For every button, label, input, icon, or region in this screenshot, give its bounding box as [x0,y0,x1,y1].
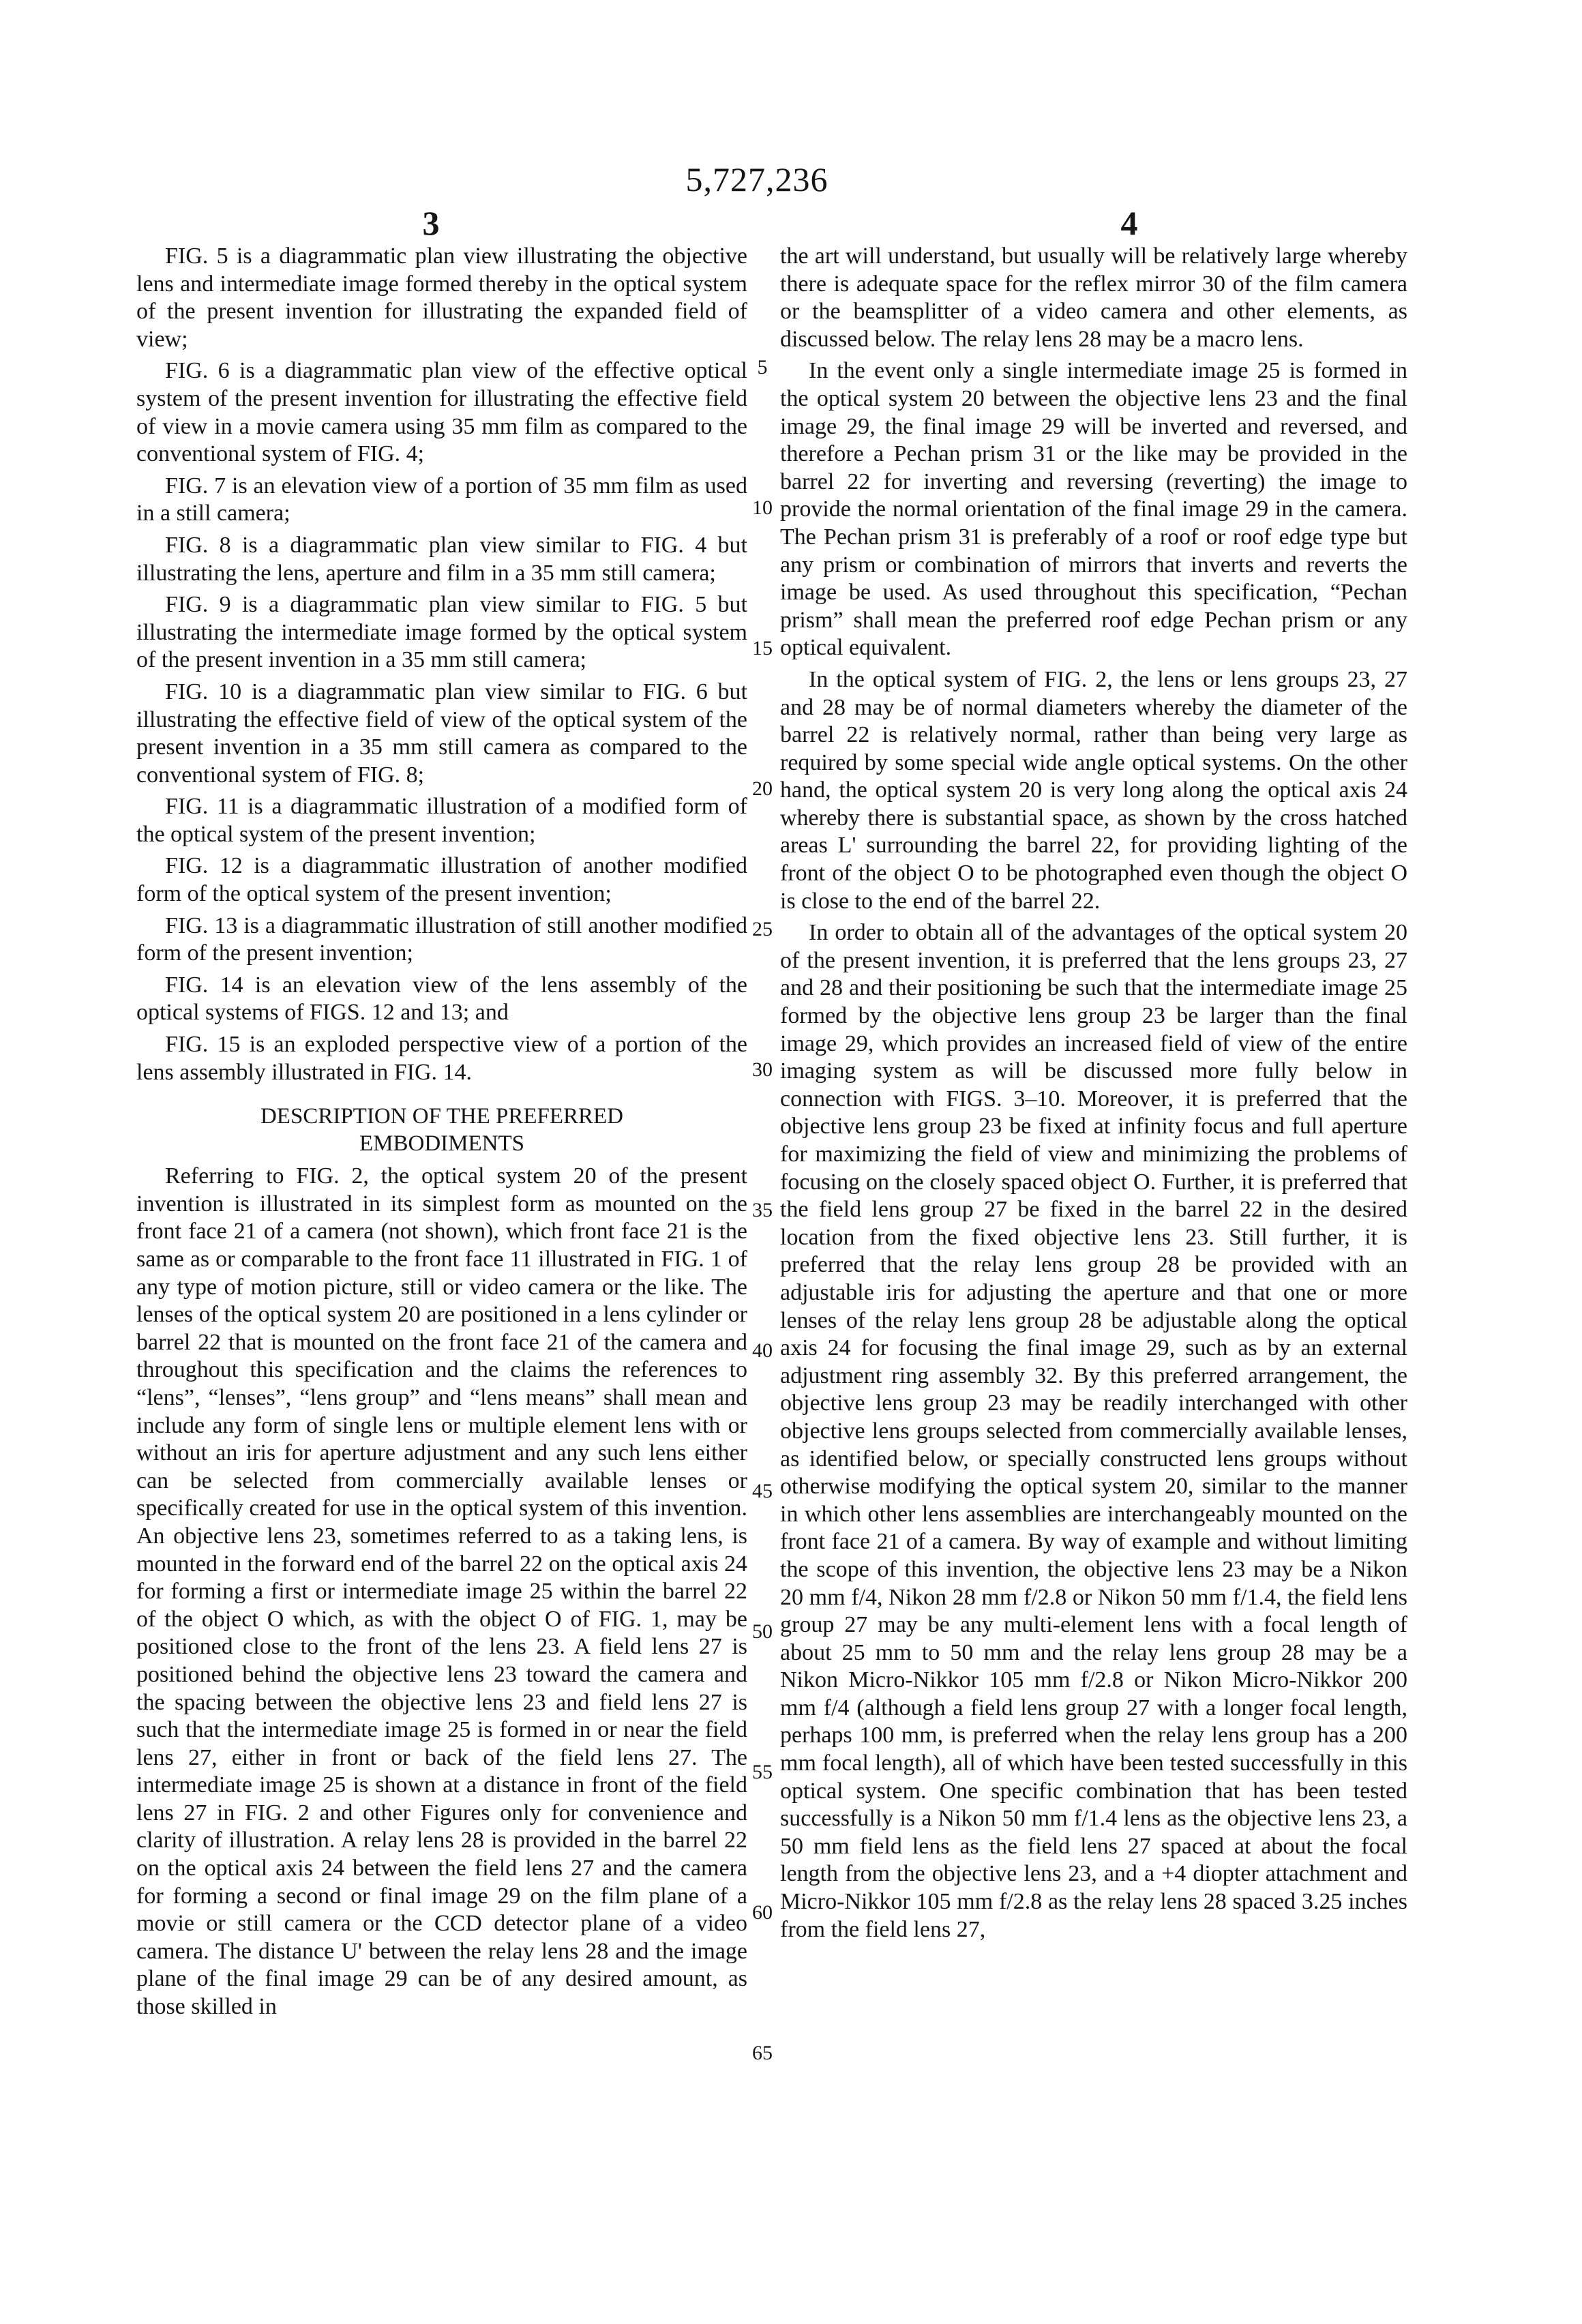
figure-description: FIG. 11 is a diagrammatic illustration of a modified form of the optical system of the present invention; [136,794,747,847]
figure-description: FIG. 15 is an exploded perspective view of a portion of the lens assembly illustrated in FIG. 14. [136,1032,747,1085]
figure-description: FIG. 7 is an elevation view of a portion of 35 mm film as used in a still camera; [136,473,747,526]
line-number: 40 [752,1339,773,1362]
line-number: 15 [752,637,773,659]
right-column [780,243,1407,1948]
column-number-right: 4 [1120,204,1138,242]
figure-description: FIG. 12 is a diagrammatic illustration of another modified form of the optical system of the present invention; [136,853,747,907]
line-number: 50 [752,1620,773,1643]
line-number: 60 [752,1901,773,1924]
line-number: 30 [752,1058,773,1081]
line-number: 10 [752,496,773,519]
figure-description: FIG. 13 is a diagrammatic illustration of still another modified form of the present invention; [136,912,747,966]
left-column [136,243,747,2025]
figure-description: FIG. 5 is a diagrammatic plan view illustrating the objective lens and intermediate image formed thereby in the optical system of the present invention for illustrating the expanded field of view; [136,243,747,352]
line-number: 45 [752,1480,773,1502]
body-paragraph: In order to obtain all of the advantages of the optical system 20 of the present invention, it is preferred that the lens groups 23, 27 and 28 and their positioning be such that the intermediate image 25 formed by the objective lens group 23 be larger than the final image 29, which provides an increased field of view of the entire imaging system as will be discussed more fully below in connection with FIGS. 3–10. Moreover, it is preferred that the objective lens group 23 be fixed at infinity focus and full aperture for maximizing the field of view and minimizing the problems of focusing on the closely spaced object O. Further, it is preferred that the field lens group 27 be fixed in the barrel 22 in the desired location from the fixed objective lens 23. Still further, it is preferred that the relay lens group 28 be provided with an adjustable iris for adjusting the aperture and that one or more lenses of the relay lens group 28 be adjustable along the optical axis 24 for focusing the final image 29, such as by an external adjustment ring assembly 32. By this preferred arrangement, the objective lens group 23 may be readily interchanged with other objective lens groups selected from commercially available lenses, as identified below, or specially constructed lens groups without otherwise modifying the optical system 20, similar to the manner in which other lens assemblies are interchangeably mounted on the front face 21 of a camera. By way of example and without limiting the scope of this invention, the objective lens 23 may be a Nikon 20 mm f/4, Nikon 28 mm f/2.8 or Nikon 50 mm f/1.4, the field lens group 27 may be any multi-element lens with a focal length of about 25 mm to 50 mm and the relay lens group 28 may be a Nikon Micro-Nikkor 105 mm f/2.8 or Nikon Micro-Nikkor 200 mm f/4 (although a field lens group 27 with a longer focal length, perhaps 100 mm, is preferred when the relay lens group has a 200 mm focal length), all of which have been tested successfully in this optical system. One specific combination that has been tested successfully is a Nikon 50 mm f/1.4 lens as the objective lens 23, a 50 mm field lens as the field lens 27 spaced at about the focal length from the objective lens 23, and a +4 diopter attachment and Micro-Nikkor 105 mm f/2.8 as the relay lens 28 spaced 3.25 inches from the field lens 27, [780,920,1407,1942]
column-number-left: 3 [422,204,440,242]
section-heading [136,1103,747,1157]
line-number: 25 [752,918,773,940]
line-number: 20 [752,777,773,800]
line-number: 65 [752,2042,773,2064]
patent-number: 5,727,236 [685,160,829,198]
figure-description: FIG. 8 is a diagrammatic plan view similar to FIG. 4 but illustrating the lens, aperture and film in a 35 mm still camera; [136,532,747,586]
body-paragraph: In the event only a single intermediate image 25 is formed in the optical system 20 between the objective lens 23 and the final image 29, the final image 29 will be inverted and reversed, and therefore a Pechan prism 31 or the like may be provided in the barrel 22 for inverting and reversing (reverting) the image to provide the normal orientation of the final image 29 in the camera. The Pechan prism 31 is preferably of a roof or roof edge type but any prism or combination of mirrors that inverts and reverts the image be used. As used throughout this specification, “Pechan prism” shall mean the preferred roof edge Pechan prism or any optical equivalent. [780,358,1407,661]
figure-description: FIG. 14 is an elevation view of the lens assembly of the optical systems of FIGS. 12 and 13; and [136,972,747,1026]
section-heading-line2: EMBODIMENTS [359,1131,524,1157]
line-number: 35 [752,1199,773,1221]
line-number: 5 [757,356,768,378]
figure-description: FIG. 9 is a diagrammatic plan view similar to FIG. 5 but illustrating the intermediate image formed by the optical system of the present invention in a 35 mm still camera; [136,592,747,673]
body-paragraph: In the optical system of FIG. 2, the lens or lens groups 23, 27 and 28 may be of normal diameters whereby the diameter of the barrel 22 is relatively normal, rather than being very large as required by some special wide angle optical systems. On the other hand, the optical system 20 is very long along the optical axis 24 whereby there is substantial space, as shown by the cross hatched areas L' surrounding the barrel 22, for providing lighting of the front of the object O to be photographed even though the object O is close to the end of the barrel 22. [780,666,1407,914]
figure-description: FIG. 6 is a diagrammatic plan view of the effective optical system of the present invention for illustrating the effective field of view in a movie camera using 35 mm film as compared to the conventional system of FIG. 4; [136,358,747,467]
section-heading-line1: DESCRIPTION OF THE PREFERRED [260,1104,624,1129]
figure-description: FIG. 10 is a diagrammatic plan view similar to FIG. 6 but illustrating the effective field of view of the optical system of the present invention in a 35 mm still camera as compared to the conventional system of FIG. 8; [136,679,747,788]
line-number: 55 [752,1761,773,1783]
body-paragraph: Referring to FIG. 2, the optical system 20 of the present invention is illustrated in its simplest form as mounted on the front face 21 of a camera (not shown), which front face 21 is the same as or comparable to the front face 11 illustrated in FIG. 1 of any type of motion picture, still or video camera or the like. The lenses of the optical system 20 are positioned in a lens cylinder or barrel 22 that is mounted on the front face 21 of the camera and throughout this specification and the claims the references to “lens”, “lenses”, “lens group” and “lens means” shall mean and include any form of single lens or multiple element lens with or without an iris for aperture adjustment and any such lens either can be selected from commercially available lenses or specifically created for use in the optical system of this invention. An objective lens 23, sometimes referred to as a taking lens, is mounted in the forward end of the barrel 22 on the optical axis 24 for forming a first or intermediate image 25 within the barrel 22 of the object O which, as with the object O of FIG. 1, may be positioned close to the front of the lens 23. A field lens 27 is positioned behind the objective lens 23 toward the camera and the spacing between the objective lens 23 and field lens 27 is such that the intermediate image 25 is formed in or near the field lens 27, either in front or back of the field lens 27. The intermediate image 25 is shown at a distance in front of the field lens 27 in FIG. 2 and other Figures only for convenience and clarity of illustration. A relay lens 28 is provided in the barrel 22 on the optical axis 24 between the field lens 27 and the camera for forming a second or final image 29 on the film plane of a movie or still camera or the CCD detector plane of a video camera. The distance U' between the relay lens 28 and the image plane of the final image 29 can be of any desired amount, as those skilled in [136,1163,747,2020]
body-paragraph: the art will understand, but usually will be relatively large whereby there is adequate space for the reflex mirror 30 of the film camera or the beamsplitter of a video camera and other elements, as discussed below. The relay lens 28 may be a macro lens. [780,243,1407,352]
